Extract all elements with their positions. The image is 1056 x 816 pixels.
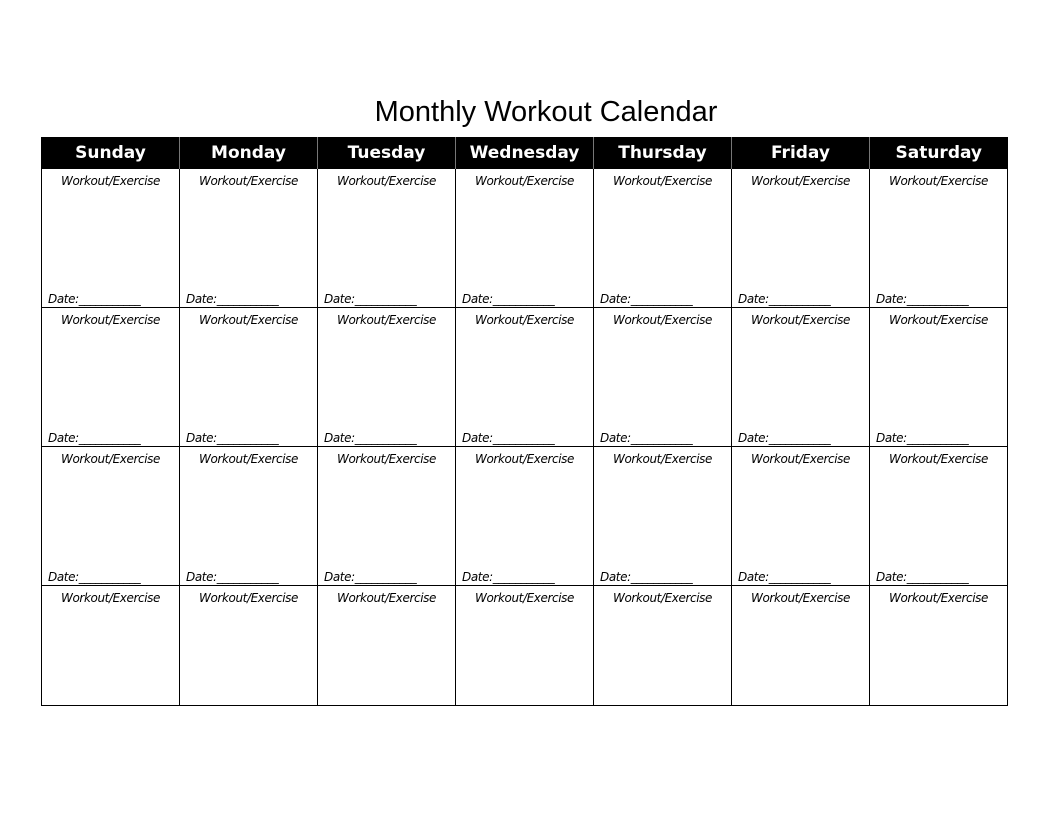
day-cell-wednesday[interactable] bbox=[456, 308, 594, 447]
day-cell-saturday[interactable] bbox=[870, 169, 1008, 308]
date-label: Date:___________ bbox=[462, 570, 555, 584]
date-label: Date:___________ bbox=[48, 431, 141, 445]
date-label: Date:___________ bbox=[600, 431, 693, 445]
day-cell-content bbox=[594, 169, 731, 307]
date-label: Date:___________ bbox=[324, 431, 417, 445]
date-label: Date:___________ bbox=[324, 292, 417, 306]
date-label: Date:___________ bbox=[48, 292, 141, 306]
day-cell-tuesday[interactable] bbox=[318, 308, 456, 447]
day-cell-wednesday[interactable] bbox=[456, 169, 594, 308]
day-cell-content bbox=[870, 308, 1007, 446]
day-cell-content bbox=[180, 447, 317, 585]
date-label: Date:___________ bbox=[876, 431, 969, 445]
date-label: Date:___________ bbox=[738, 292, 831, 306]
calendar-body bbox=[42, 169, 1008, 706]
exercise-label: Workout/Exercise bbox=[475, 174, 574, 188]
date-label: Date:___________ bbox=[738, 431, 831, 445]
day-cell-wednesday[interactable] bbox=[456, 586, 594, 706]
exercise-label: Workout/Exercise bbox=[613, 313, 712, 327]
day-header-friday: Friday bbox=[732, 137, 870, 169]
exercise-label: Workout/Exercise bbox=[889, 313, 988, 327]
day-cell-content bbox=[594, 308, 731, 446]
date-label: Date:___________ bbox=[324, 570, 417, 584]
day-cell-saturday[interactable] bbox=[870, 447, 1008, 586]
date-label: Date:___________ bbox=[186, 431, 279, 445]
date-label: Date:___________ bbox=[462, 292, 555, 306]
exercise-label: Workout/Exercise bbox=[337, 591, 436, 605]
exercise-label: Workout/Exercise bbox=[889, 174, 988, 188]
page-title: Monthly Workout Calendar bbox=[374, 96, 718, 128]
day-header-sunday: Sunday bbox=[42, 137, 180, 169]
day-cell-tuesday[interactable] bbox=[318, 447, 456, 586]
day-header-saturday: Saturday bbox=[870, 137, 1008, 169]
exercise-label: Workout/Exercise bbox=[475, 313, 574, 327]
date-label: Date:___________ bbox=[462, 431, 555, 445]
day-cell-friday[interactable] bbox=[732, 169, 870, 308]
exercise-label: Workout/Exercise bbox=[751, 452, 850, 466]
day-cell-content bbox=[870, 169, 1007, 307]
date-label: Date:___________ bbox=[48, 570, 141, 584]
day-cell-content bbox=[456, 586, 593, 705]
day-cell-content bbox=[180, 169, 317, 307]
exercise-label: Workout/Exercise bbox=[337, 174, 436, 188]
day-cell-content bbox=[42, 308, 179, 446]
day-cell-monday[interactable] bbox=[180, 308, 318, 447]
date-label: Date:___________ bbox=[186, 570, 279, 584]
date-label: Date:___________ bbox=[876, 292, 969, 306]
day-cell-content bbox=[318, 308, 455, 446]
day-cell-content bbox=[732, 447, 869, 585]
day-cell-friday[interactable] bbox=[732, 586, 870, 706]
day-cell-monday[interactable] bbox=[180, 169, 318, 308]
day-cell-content bbox=[456, 169, 593, 307]
day-cell-friday[interactable] bbox=[732, 447, 870, 586]
day-cell-content bbox=[180, 586, 317, 705]
exercise-label: Workout/Exercise bbox=[199, 452, 298, 466]
day-cell-content bbox=[318, 169, 455, 307]
day-header-tuesday: Tuesday bbox=[318, 137, 456, 169]
day-cell-friday[interactable] bbox=[732, 308, 870, 447]
exercise-label: Workout/Exercise bbox=[337, 452, 436, 466]
date-label: Date:___________ bbox=[186, 292, 279, 306]
exercise-label: Workout/Exercise bbox=[61, 174, 160, 188]
day-cell-content bbox=[456, 447, 593, 585]
day-cell-monday[interactable] bbox=[180, 586, 318, 706]
calendar-grid bbox=[41, 137, 1008, 706]
day-cell-sunday[interactable] bbox=[42, 169, 180, 308]
day-cell-content bbox=[594, 586, 731, 705]
date-label: Date:___________ bbox=[600, 292, 693, 306]
day-cell-content bbox=[42, 169, 179, 307]
exercise-label: Workout/Exercise bbox=[199, 174, 298, 188]
exercise-label: Workout/Exercise bbox=[613, 174, 712, 188]
day-cell-monday[interactable] bbox=[180, 447, 318, 586]
day-cell-content bbox=[456, 308, 593, 446]
day-cell-content bbox=[870, 447, 1007, 585]
exercise-label: Workout/Exercise bbox=[199, 591, 298, 605]
day-cell-content bbox=[870, 586, 1007, 705]
week-row bbox=[42, 308, 1008, 447]
day-cell-sunday[interactable] bbox=[42, 308, 180, 447]
day-cell-content bbox=[732, 169, 869, 307]
day-header-thursday: Thursday bbox=[594, 137, 732, 169]
week-row bbox=[42, 447, 1008, 586]
day-header-row bbox=[42, 137, 1008, 169]
date-label: Date:___________ bbox=[738, 570, 831, 584]
day-cell-sunday[interactable] bbox=[42, 586, 180, 706]
day-cell-tuesday[interactable] bbox=[318, 169, 456, 308]
day-cell-content bbox=[732, 586, 869, 705]
exercise-label: Workout/Exercise bbox=[751, 174, 850, 188]
exercise-label: Workout/Exercise bbox=[61, 452, 160, 466]
day-cell-content bbox=[42, 586, 179, 705]
day-header-wednesday: Wednesday bbox=[456, 137, 594, 169]
week-row bbox=[42, 169, 1008, 308]
day-cell-content bbox=[732, 308, 869, 446]
exercise-label: Workout/Exercise bbox=[475, 591, 574, 605]
day-cell-content bbox=[318, 586, 455, 705]
exercise-label: Workout/Exercise bbox=[475, 452, 574, 466]
week-row bbox=[42, 586, 1008, 706]
day-cell-thursday[interactable] bbox=[594, 586, 732, 706]
exercise-label: Workout/Exercise bbox=[613, 452, 712, 466]
exercise-label: Workout/Exercise bbox=[751, 313, 850, 327]
exercise-label: Workout/Exercise bbox=[889, 591, 988, 605]
day-cell-wednesday[interactable] bbox=[456, 447, 594, 586]
exercise-label: Workout/Exercise bbox=[889, 452, 988, 466]
exercise-label: Workout/Exercise bbox=[61, 591, 160, 605]
day-cell-content bbox=[594, 447, 731, 585]
day-cell-tuesday[interactable] bbox=[318, 586, 456, 706]
exercise-label: Workout/Exercise bbox=[199, 313, 298, 327]
exercise-label: Workout/Exercise bbox=[61, 313, 160, 327]
day-cell-sunday[interactable] bbox=[42, 447, 180, 586]
day-cell-thursday[interactable] bbox=[594, 169, 732, 308]
day-cell-content bbox=[42, 447, 179, 585]
exercise-label: Workout/Exercise bbox=[337, 313, 436, 327]
day-cell-thursday[interactable] bbox=[594, 447, 732, 586]
date-label: Date:___________ bbox=[600, 570, 693, 584]
exercise-label: Workout/Exercise bbox=[751, 591, 850, 605]
day-cell-thursday[interactable] bbox=[594, 308, 732, 447]
day-cell-content bbox=[180, 308, 317, 446]
day-cell-saturday[interactable] bbox=[870, 308, 1008, 447]
day-cell-saturday[interactable] bbox=[870, 586, 1008, 706]
day-header-monday: Monday bbox=[180, 137, 318, 169]
day-cell-content bbox=[318, 447, 455, 585]
exercise-label: Workout/Exercise bbox=[613, 591, 712, 605]
date-label: Date:___________ bbox=[876, 570, 969, 584]
